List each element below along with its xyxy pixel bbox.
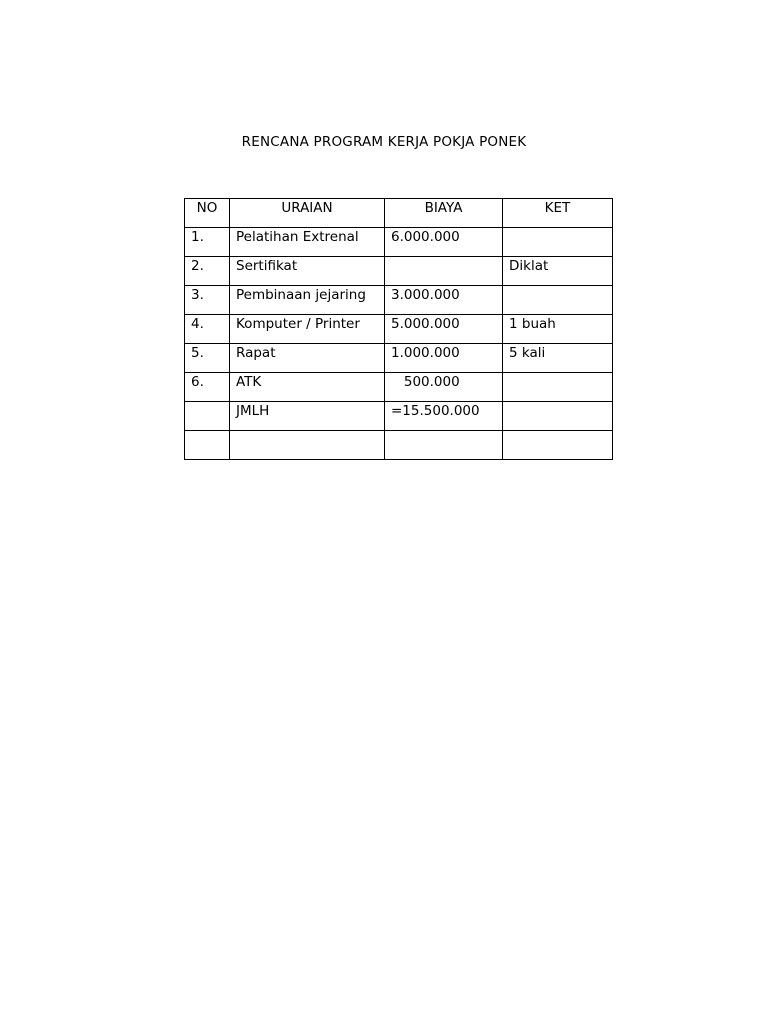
cell-uraian [230, 431, 385, 460]
header-uraian: URAIAN [230, 199, 385, 228]
table-row [185, 286, 613, 315]
cell-no: 1. [185, 228, 230, 257]
cell-no: 3. [185, 286, 230, 315]
cell-ket: 5 kali [503, 344, 613, 373]
cell-biaya: 3.000.000 [385, 286, 503, 315]
cell-uraian: Rapat [230, 344, 385, 373]
cell-uraian: Pembinaan jejaring [230, 286, 385, 315]
header-ket: KET [503, 199, 613, 228]
cell-ket [503, 431, 613, 460]
page-title: RENCANA PROGRAM KERJA POKJA PONEK [241, 134, 527, 150]
cell-ket: Diklat [503, 257, 613, 286]
cell-no [185, 402, 230, 431]
table-row [185, 373, 613, 402]
cell-no: 4. [185, 315, 230, 344]
table-row-total [185, 402, 613, 431]
cell-no [185, 431, 230, 460]
cell-ket [503, 402, 613, 431]
cell-biaya: 1.000.000 [385, 344, 503, 373]
cell-ket [503, 228, 613, 257]
cell-uraian: JMLH [230, 402, 385, 431]
table-row [185, 344, 613, 373]
cell-biaya-total: =15.500.000 [385, 402, 503, 431]
header-no: NO [185, 199, 230, 228]
cell-biaya [385, 257, 503, 286]
cell-biaya [385, 431, 503, 460]
cell-no: 2. [185, 257, 230, 286]
cell-biaya: 6.000.000 [385, 228, 503, 257]
cell-uraian: Komputer / Printer [230, 315, 385, 344]
cell-uraian: ATK [230, 373, 385, 402]
header-biaya: BIAYA [385, 199, 503, 228]
program-table [184, 198, 613, 460]
table-row [185, 228, 613, 257]
table-row-empty [185, 431, 613, 460]
cell-uraian: Pelatihan Extrenal [230, 228, 385, 257]
cell-biaya: 5.000.000 [385, 315, 503, 344]
cell-uraian: Sertifikat [230, 257, 385, 286]
cell-ket [503, 286, 613, 315]
table-row [185, 315, 613, 344]
cell-no: 6. [185, 373, 230, 402]
cell-no: 5. [185, 344, 230, 373]
cell-ket: 1 buah [503, 315, 613, 344]
cell-biaya: 500.000 [385, 373, 503, 402]
cell-ket [503, 373, 613, 402]
table-header-row [185, 199, 613, 228]
table-row [185, 257, 613, 286]
